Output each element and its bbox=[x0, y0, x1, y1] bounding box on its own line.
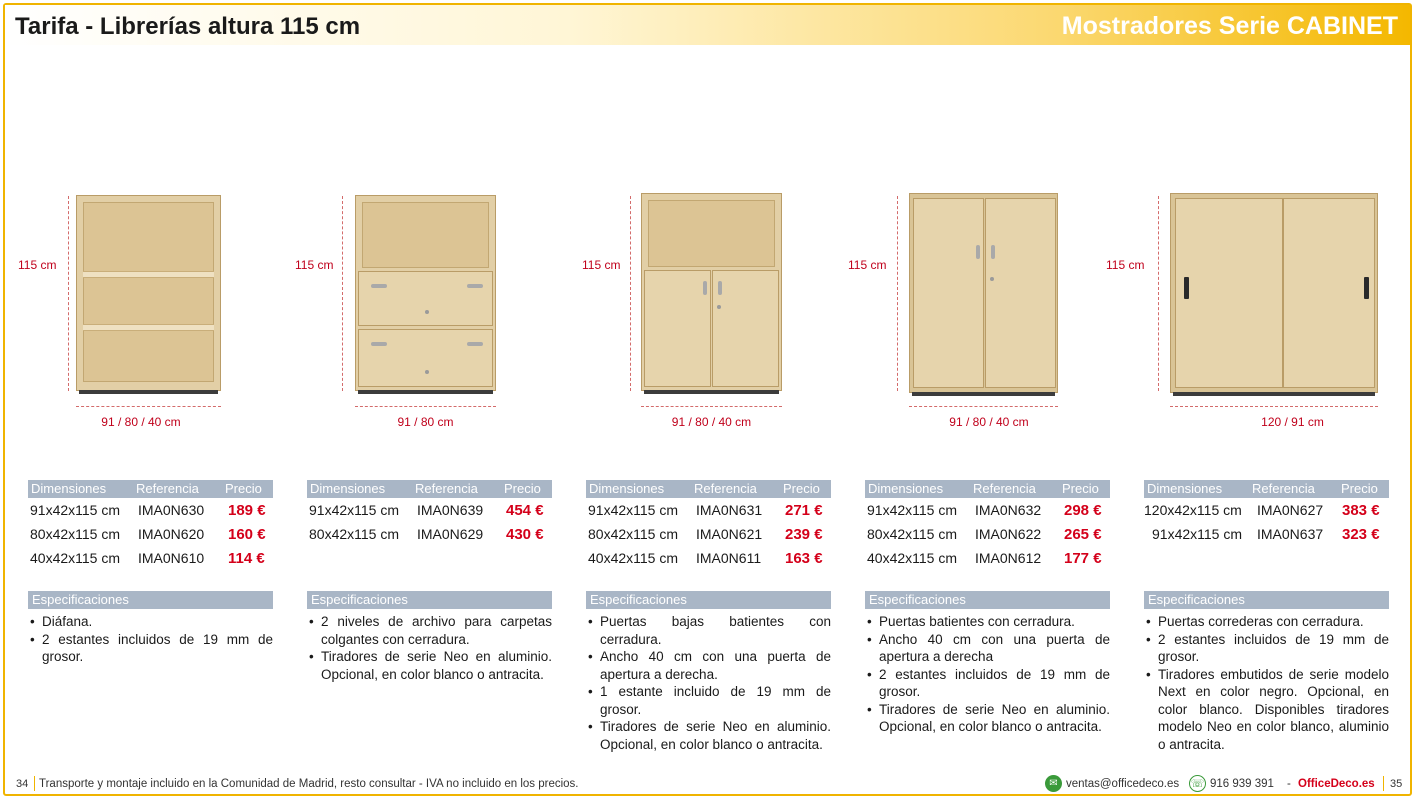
table-row: 91x42x115 cm IMA0N631 271 € bbox=[588, 502, 823, 519]
height-label: 115 cm bbox=[295, 258, 334, 272]
open-bookcase bbox=[76, 195, 221, 391]
price-table-4 bbox=[865, 480, 1110, 570]
spec-item: • 2 niveles de archivo para carpetas colgantes con cerradura. bbox=[321, 613, 552, 648]
table-row: 80x42x115 cm IMA0N620 160 € bbox=[30, 526, 266, 543]
spec-item: • Tiradores de serie Neo en aluminio. Opcional, en color blanco o antracita. bbox=[321, 648, 552, 683]
width-label: 91 / 80 / 40 cm bbox=[949, 415, 1029, 429]
price-table-5 bbox=[1144, 480, 1389, 546]
specs-1 bbox=[28, 591, 273, 666]
table-header bbox=[586, 480, 831, 498]
specs-5 bbox=[1144, 591, 1389, 753]
header-price: Precio bbox=[783, 481, 820, 496]
table-header bbox=[1144, 480, 1389, 498]
width-label: 120 / 91 cm bbox=[1261, 415, 1324, 429]
table-row: 120x42x115 cm IMA0N627 383 € bbox=[1144, 502, 1380, 519]
table-header bbox=[28, 480, 273, 498]
width-label: 91 / 80 / 40 cm bbox=[101, 415, 181, 429]
page-number-left: 34 bbox=[16, 778, 29, 790]
spec-item: • 2 estantes incluidos de 19 mm de grosor. bbox=[1158, 631, 1389, 666]
header-reference: Referencia bbox=[694, 481, 757, 496]
email-icon: ✉ bbox=[1045, 775, 1062, 792]
table-row: 80x42x115 cm IMA0N622 265 € bbox=[867, 526, 1102, 543]
series-title: Mostradores Serie CABINET bbox=[1061, 12, 1398, 40]
spec-item: • Ancho 40 cm con una puerta de apertura a derecha bbox=[879, 631, 1110, 666]
price-table-3 bbox=[586, 480, 831, 570]
brand-link[interactable]: OfficeDeco.es bbox=[1298, 778, 1375, 790]
page-number-right: 35 bbox=[1390, 778, 1403, 790]
header-dimensions: Dimensiones bbox=[310, 481, 386, 496]
spec-item: • Puertas correderas con cerradura. bbox=[1158, 613, 1389, 631]
height-label: 115 cm bbox=[18, 258, 57, 272]
header-reference: Referencia bbox=[415, 481, 478, 496]
low-door-bookcase bbox=[641, 193, 782, 391]
height-label: 115 cm bbox=[848, 258, 887, 272]
spec-item: • 2 estantes incluidos de 19 mm de grosor. bbox=[879, 666, 1110, 701]
spec-item: • Puertas batientes con cerradura. bbox=[879, 613, 1110, 631]
header-reference: Referencia bbox=[136, 481, 199, 496]
table-row: 40x42x115 cm IMA0N611 163 € bbox=[588, 550, 823, 567]
table-row: 40x42x115 cm IMA0N612 177 € bbox=[867, 550, 1102, 567]
height-dimension-line bbox=[897, 196, 898, 391]
price-table-1 bbox=[28, 480, 273, 570]
footer-note: Transporte y montaje incluido en la Comunidad de Madrid, resto consultar - IVA no incluido en los precios. bbox=[39, 778, 579, 790]
specs-3 bbox=[586, 591, 831, 753]
specs-4 bbox=[865, 591, 1110, 736]
header-reference: Referencia bbox=[973, 481, 1036, 496]
page-title: Tarifa - Librerías altura 115 cm bbox=[15, 13, 361, 40]
spec-item: • Tiradores embutidos de serie modelo Next en color negro. Opcional, en color blanco. Disponibles tiradores modelo Neo en color blanco, aluminio o antracita. bbox=[1158, 666, 1389, 754]
table-row: 91x42x115 cm IMA0N632 298 € bbox=[867, 502, 1102, 519]
table-row: 91x42x115 cm IMA0N637 323 € bbox=[1152, 526, 1380, 543]
header-price: Precio bbox=[1341, 481, 1378, 496]
header-price: Precio bbox=[504, 481, 541, 496]
height-label: 115 cm bbox=[582, 258, 621, 272]
spec-item: • Tiradores de serie Neo en aluminio. Opcional, en color blanco o antracita. bbox=[879, 701, 1110, 736]
header-dimensions: Dimensiones bbox=[31, 481, 107, 496]
width-dimension-line bbox=[641, 406, 782, 407]
footer-divider bbox=[34, 776, 35, 791]
header-dimensions: Dimensiones bbox=[589, 481, 665, 496]
width-label: 91 / 80 cm bbox=[397, 415, 454, 429]
height-dimension-line bbox=[630, 196, 631, 391]
sliding-door-bookcase bbox=[1170, 193, 1378, 393]
phone-number[interactable]: 916 939 391 bbox=[1210, 778, 1274, 790]
height-dimension-line bbox=[342, 196, 343, 391]
spec-item: • 1 estante incluido de 19 mm de grosor. bbox=[600, 683, 831, 718]
full-door-bookcase bbox=[909, 193, 1058, 393]
footer-separator: - bbox=[1287, 778, 1291, 790]
page-footer bbox=[5, 772, 1410, 796]
table-row: 91x42x115 cm IMA0N639 454 € bbox=[309, 502, 544, 519]
table-row: 80x42x115 cm IMA0N621 239 € bbox=[588, 526, 823, 543]
spec-item: • Diáfana. bbox=[42, 613, 273, 631]
table-header bbox=[307, 480, 552, 498]
specs-header: Especificaciones bbox=[1144, 591, 1389, 609]
width-label: 91 / 80 / 40 cm bbox=[671, 415, 752, 429]
width-dimension-line bbox=[76, 406, 221, 407]
page-header bbox=[5, 5, 1410, 45]
table-row: 40x42x115 cm IMA0N610 114 € bbox=[30, 550, 265, 567]
specs-header: Especificaciones bbox=[28, 591, 273, 609]
height-dimension-line bbox=[68, 196, 69, 391]
header-price: Precio bbox=[1062, 481, 1099, 496]
phone-icon: ☏ bbox=[1189, 775, 1206, 792]
spec-item: • 2 estantes incluidos de 19 mm de grosor. bbox=[42, 631, 273, 666]
spec-item: • Puertas bajas batientes con cerradura. bbox=[600, 613, 831, 648]
email-link[interactable]: ventas@officedeco.es bbox=[1066, 778, 1180, 790]
width-dimension-line bbox=[1170, 406, 1378, 407]
spec-item: • Ancho 40 cm con una puerta de apertura a derecha. bbox=[600, 648, 831, 683]
table-row: 80x42x115 cm IMA0N629 430 € bbox=[309, 526, 544, 543]
footer-divider bbox=[1383, 776, 1384, 791]
header-dimensions: Dimensiones bbox=[1147, 481, 1223, 496]
price-table-2 bbox=[307, 480, 552, 546]
specs-2 bbox=[307, 591, 552, 683]
file-drawer-bookcase bbox=[355, 195, 496, 391]
height-dimension-line bbox=[1158, 196, 1159, 391]
specs-header: Especificaciones bbox=[865, 591, 1110, 609]
width-dimension-line bbox=[355, 406, 496, 407]
header-dimensions: Dimensiones bbox=[868, 481, 944, 496]
table-row: 91x42x115 cm IMA0N630 189 € bbox=[30, 502, 266, 519]
width-dimension-line bbox=[909, 406, 1058, 407]
table-header bbox=[865, 480, 1110, 498]
header-price: Precio bbox=[225, 481, 262, 496]
spec-item: • Tiradores de serie Neo en aluminio. Opcional, en color blanco o antracita. bbox=[600, 718, 831, 753]
height-label: 115 cm bbox=[1106, 258, 1145, 272]
specs-header: Especificaciones bbox=[586, 591, 831, 609]
header-reference: Referencia bbox=[1252, 481, 1315, 496]
specs-header: Especificaciones bbox=[307, 591, 552, 609]
